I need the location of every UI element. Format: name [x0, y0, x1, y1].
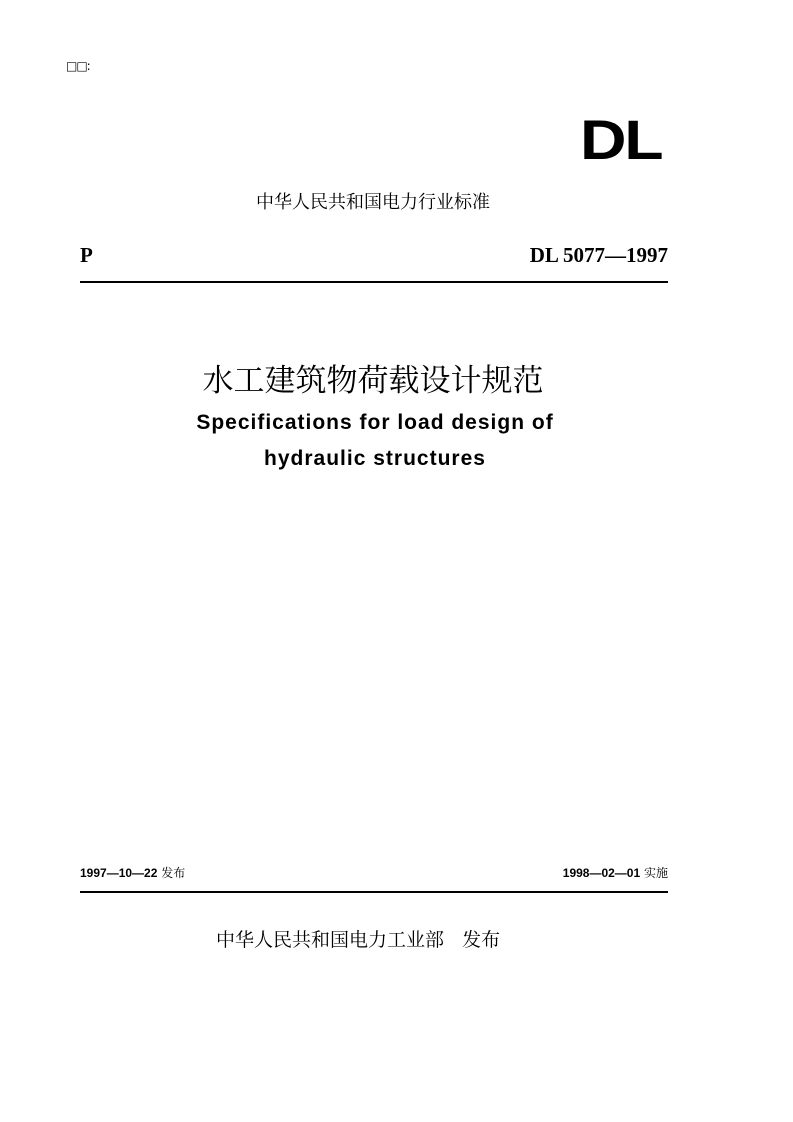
issue-date-block: [80, 864, 185, 881]
header-divider: [80, 281, 668, 283]
publisher-action: 发布: [462, 929, 501, 951]
implement-date: 1998—02—01: [562, 866, 641, 880]
title-chinese: 水工建筑物荷载设计规范: [202, 363, 544, 399]
publisher: 中华人民共和国电力工业部: [216, 929, 445, 951]
publisher-line: [216, 925, 500, 952]
title-english-line1: Specifications for load design of: [196, 411, 554, 434]
category-code: P: [80, 243, 93, 267]
issue-date: 1997—10—22: [80, 866, 158, 880]
corner-mark: □□:: [66, 59, 90, 73]
standard-type: 中华人民共和国电力行业标准: [256, 192, 490, 213]
implement-label: 实施: [643, 866, 668, 880]
implement-date-block: [563, 864, 668, 881]
issue-label: 发布: [161, 866, 186, 880]
dl-logo: DL: [580, 108, 662, 171]
standard-code: DL 5077—1997: [529, 243, 668, 267]
footer-divider: [80, 891, 668, 893]
title-english-line2: hydraulic structures: [264, 447, 486, 470]
